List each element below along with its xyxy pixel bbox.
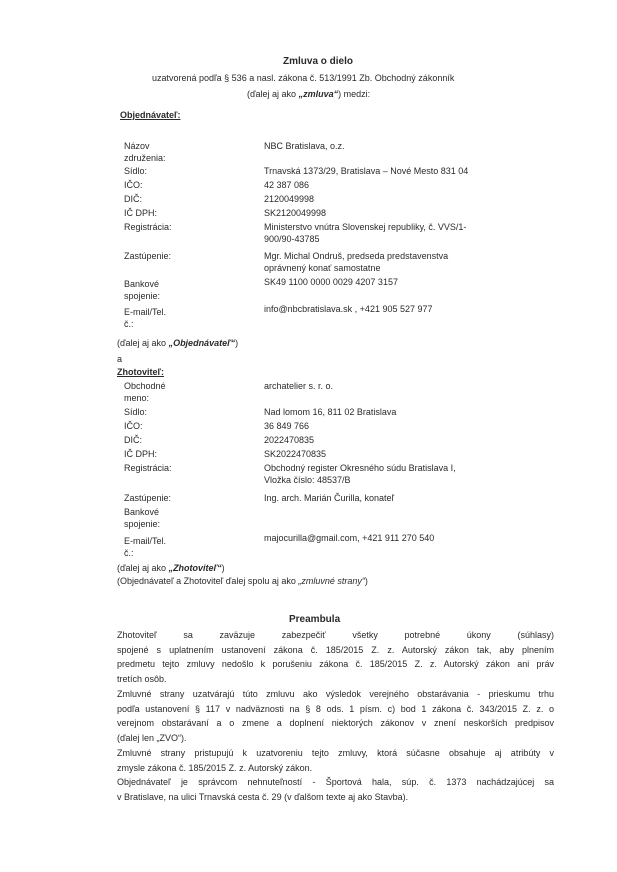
parties-alias: (Objednávateľ a Zhotoviteľ ďalej spolu aj ako „zmluvné strany“) <box>117 576 368 586</box>
zho-value-meno: archatelier s. r. o. <box>264 381 334 391</box>
preambula-paragraph-3: Zmluvné strany pristupujú k uzatvoreniu tejto zmluvy, ktorá súčasne obsahuje aj atribúty v zmysle zákona č. 185/2015 Z. z. Autorský zákon. <box>117 748 554 773</box>
zho-value-icdph: SK2022470835 <box>264 449 327 459</box>
obj-value-bank: SK49 1100 0000 0029 4207 3157 <box>264 277 398 287</box>
zho-value-ico: 36 849 766 <box>264 421 310 431</box>
alias-suffix: ) medzi: <box>338 89 371 99</box>
obj-label-zastupenie: Zastúpenie: <box>124 251 172 261</box>
zho-value-zastupenie: Ing. arch. Marián Čurilla, konateľ <box>264 493 395 503</box>
alias-term: „zmluva“ <box>298 89 339 99</box>
obj-value-email: info@nbcbratislava.sk , +421 905 527 977 <box>264 304 433 314</box>
zho-label-dic: DIČ: <box>124 435 142 445</box>
preambula-paragraph-2: Zmluvné strany uzatvárajú túto zmluvu ako výsledok verejného obstarávania - prieskumu trhu podľa ustanovení § 117 v nadväznosti na § 8 ods. 1 písm. c) bod 1 zákona č. 343/2015 Z. z. o verejnom obstarávaní a o zmene a doplnení niektorých zákonov v znení neskorších predpisov (ďalej len „ZVO“). <box>117 689 554 743</box>
zho-label-bank: Bankové spojenie: <box>124 507 161 529</box>
alias-prefix: (ďalej aj ako <box>247 89 299 99</box>
obj-value-ico: 42 387 086 <box>264 180 310 190</box>
obj-label-dic: DIČ: <box>124 194 142 204</box>
obj-label-icdph: IČ DPH: <box>124 208 158 218</box>
preambula-title: Preambula <box>289 614 341 625</box>
obj-label-sidlo: Sídlo: <box>124 166 148 176</box>
zho-value-sidlo: Nad lomom 16, 811 02 Bratislava <box>264 407 397 417</box>
document-subtitle: uzatvorená podľa § 536 a nasl. zákona č. 513/1991 Zb. Obchodný zákonník <box>152 73 455 83</box>
obj-value-nazov: NBC Bratislava, o.z. <box>264 141 345 151</box>
document-title: Zmluva o dielo <box>283 56 354 67</box>
zho-value-email: majocurilla@gmail.com, +421 911 270 540 <box>264 533 435 543</box>
obj-label-email: E-mail/Tel. č.: <box>124 307 167 329</box>
preambula-paragraph-4: Objednávateľ je správcom nehnuteľností - Športová hala, súp. č. 1373 nachádzajúcej sa v Bratislave, na ulici Trnavská cesta č. 29 (v ďalšom texte aj ako Stavba). <box>117 777 554 802</box>
zho-value-dic: 2022470835 <box>264 435 315 445</box>
zho-label-zastupenie: Zastúpenie: <box>124 493 172 503</box>
preambula-paragraph-1: Zhotoviteľ sa zaväzuje zabezpečiť všetky potrebné úkony (súhlasy) spojené s uplatnením ustanovení zákona č. 185/2015 Z. z. Autorský zákon tak, aby plnením predmetu tejto zmluvy nedošlo k porušeniu zákona č. 185/2015 Z. z. Autorský zákon ani práv tretích osôb. <box>117 630 554 684</box>
obj-label-registracia: Registrácia: <box>124 222 172 232</box>
zho-value-registracia: Obchodný register Okresného súdu Bratislava I, Vložka číslo: 48537/B <box>264 463 456 485</box>
obj-value-registracia: Ministerstvo vnútra Slovenskej republiky, č. VVS/1- 900/90-43785 <box>264 222 467 244</box>
party-connector: a <box>117 354 123 364</box>
zho-label-email: E-mail/Tel. č.: <box>124 536 167 558</box>
zhotovitel-alias: (ďalej aj ako „Zhotoviteľ“) <box>117 563 225 573</box>
obj-value-icdph: SK2120049998 <box>264 208 327 218</box>
obj-label-nazov: Názov združenia: <box>124 141 166 163</box>
obj-value-sidlo: Trnavská 1373/29, Bratislava – Nové Mesto 831 04 <box>264 166 469 176</box>
zhotovitel-heading: Zhotoviteľ: <box>117 367 164 377</box>
zho-label-meno: Obchodné meno: <box>124 381 166 403</box>
objednavatel-heading: Objednávateľ: <box>120 110 181 120</box>
obj-label-ico: IČO: <box>124 180 143 190</box>
contract-alias <box>247 88 370 100</box>
obj-value-zastupenie: Mgr. Michal Ondruš, predseda predstavenstva oprávnený konať samostatne <box>264 251 449 273</box>
zho-label-registracia: Registrácia: <box>124 463 172 473</box>
zho-label-sidlo: Sídlo: <box>124 407 148 417</box>
zho-label-ico: IČO: <box>124 421 143 431</box>
obj-value-dic: 2120049998 <box>264 194 315 204</box>
obj-label-bank: Bankové spojenie: <box>124 279 161 301</box>
zho-label-icdph: IČ DPH: <box>124 449 158 459</box>
objednavatel-alias: (ďalej aj ako „Objednávateľ“) <box>117 338 239 348</box>
